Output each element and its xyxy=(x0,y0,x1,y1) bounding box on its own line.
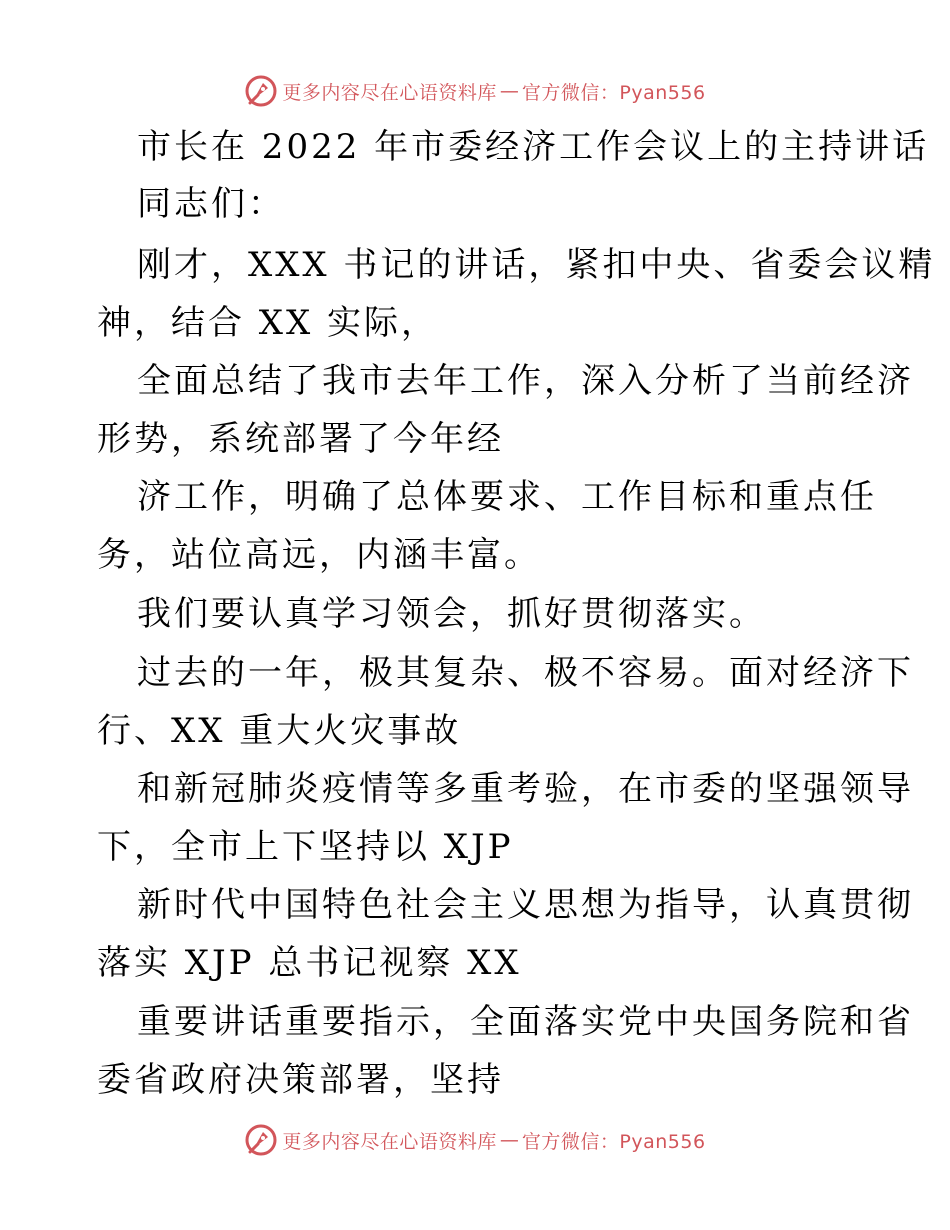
paragraph-line: 刚才，XXX 书记的讲话，紧扣中央、省委会议精 xyxy=(137,245,936,285)
paragraph-line: 形势，系统部署了今年经 xyxy=(97,419,504,459)
paragraph-line: 委省政府决策部署，坚持 xyxy=(97,1060,504,1100)
paragraph-line: 神，结合 XX 实际， xyxy=(97,303,439,343)
pen-nib-logo-icon xyxy=(244,74,278,108)
paragraph-line: 务，站位高远，内涵丰富。 xyxy=(97,535,541,575)
paragraph-line: 全面总结了我市去年工作，深入分析了当前经济 xyxy=(137,361,914,401)
pen-nib-logo-icon xyxy=(244,1123,278,1157)
watermark-wechat: 官方微信：Pyan556 xyxy=(521,81,706,104)
paragraph-line: 过去的一年，极其复杂、极不容易。面对经济下 xyxy=(137,653,914,693)
paragraph-line: 下，全市上下坚持以 XJP xyxy=(97,827,514,867)
watermark-wechat: 官方微信：Pyan556 xyxy=(521,1130,706,1153)
watermark-separator: — xyxy=(499,80,519,102)
paragraph-line: 新时代中国特色社会主义思想为指导，认真贯彻 xyxy=(137,885,914,925)
paragraph-line: 济工作，明确了总体要求、工作目标和重点任 xyxy=(137,477,877,517)
paragraph-line: 落实 XJP 总书记视察 XX xyxy=(97,943,522,983)
salutation: 同志们： xyxy=(137,184,285,224)
paragraph-line: 我们要认真学习领会，抓好贯彻落实。 xyxy=(137,594,766,634)
watermark-separator: — xyxy=(499,1129,519,1151)
watermark-text: 更多内容尽在心语资料库 xyxy=(282,1130,497,1153)
header-watermark xyxy=(0,71,950,111)
paragraph-line: 行、XX 重大火灾事故 xyxy=(97,711,462,751)
footer-watermark xyxy=(0,1120,950,1160)
document-title: 市长在 2022 年市委经济工作会议上的主持讲话 xyxy=(137,127,930,167)
paragraph-line: 重要讲话重要指示，全面落实党中央国务院和省 xyxy=(137,1002,914,1042)
watermark-text: 更多内容尽在心语资料库 xyxy=(282,81,497,104)
paragraph-line: 和新冠肺炎疫情等多重考验，在市委的坚强领导 xyxy=(137,769,914,809)
